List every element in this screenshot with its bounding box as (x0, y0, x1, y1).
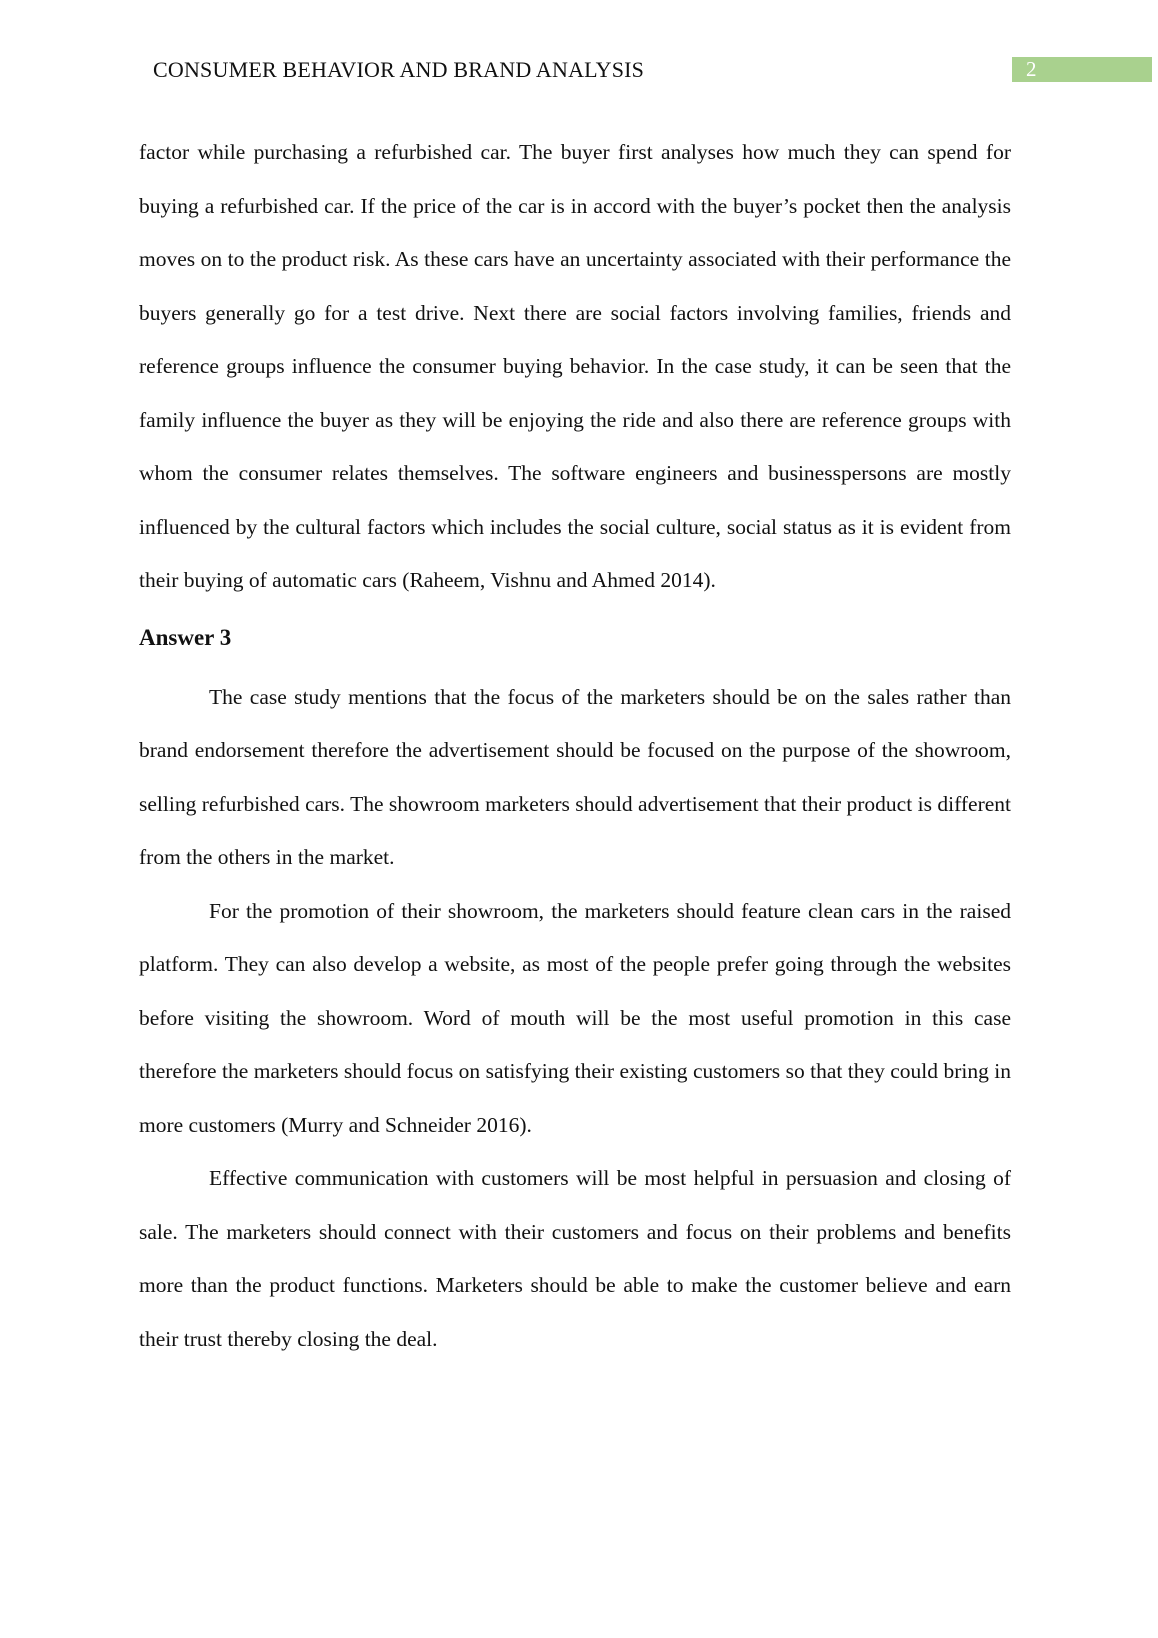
continuation-paragraph: factor while purchasing a refurbished car. The buyer first analyses how much they can spend for buying a refurbished car. If the price of the car is in accord with the buyer’s pocket then the analysis moves on to the product risk. As these cars have an uncertainty associated with their performance the buyers generally go for a test drive. Next there are social factors involving families, friends and reference groups influence the consumer buying behavior. In the case study, it can be seen that the family influence the buyer as they will be enjoying the ride and also there are reference groups with whom the consumer relates themselves. The software engineers and businesspersons are mostly influenced by the cultural factors which includes the social culture, social status as it is evident from their buying of automatic cars (Raheem, Vishnu and Ahmed 2014). (139, 140, 1011, 592)
document-body (139, 126, 1011, 1366)
paragraph-sales-focus: The case study mentions that the focus of the marketers should be on the sales rather than brand endorsement therefore the advertisement should be focused on the purpose of the showroom, selling refurbished cars. The showroom marketers should advertisement that their product is different from the others in the market. (139, 684, 1011, 869)
running-head-title: CONSUMER BEHAVIOR AND BRAND ANALYSIS (153, 57, 645, 82)
page-number: 2 (1026, 57, 1037, 81)
page-number-badge (1012, 57, 1152, 82)
section-heading: Answer 3 (139, 624, 232, 650)
paragraph-communication: Effective communication with customers will be most helpful in persuasion and closing of sale. The marketers should connect with their customers and focus on their problems and benefits more than the product functions. Marketers should be able to make the customer believe and earn their trust thereby closing the deal. (139, 1166, 1011, 1351)
paragraph-promotion: For the promotion of their showroom, the marketers should feature clean cars in the raised platform. They can also develop a website, as most of the people prefer going through the websites before visiting the showroom. Word of mouth will be the most useful promotion in this case therefore the marketers should focus on satisfying their existing customers so that they could bring in more customers (Murry and Schneider 2016). (139, 898, 1011, 1137)
